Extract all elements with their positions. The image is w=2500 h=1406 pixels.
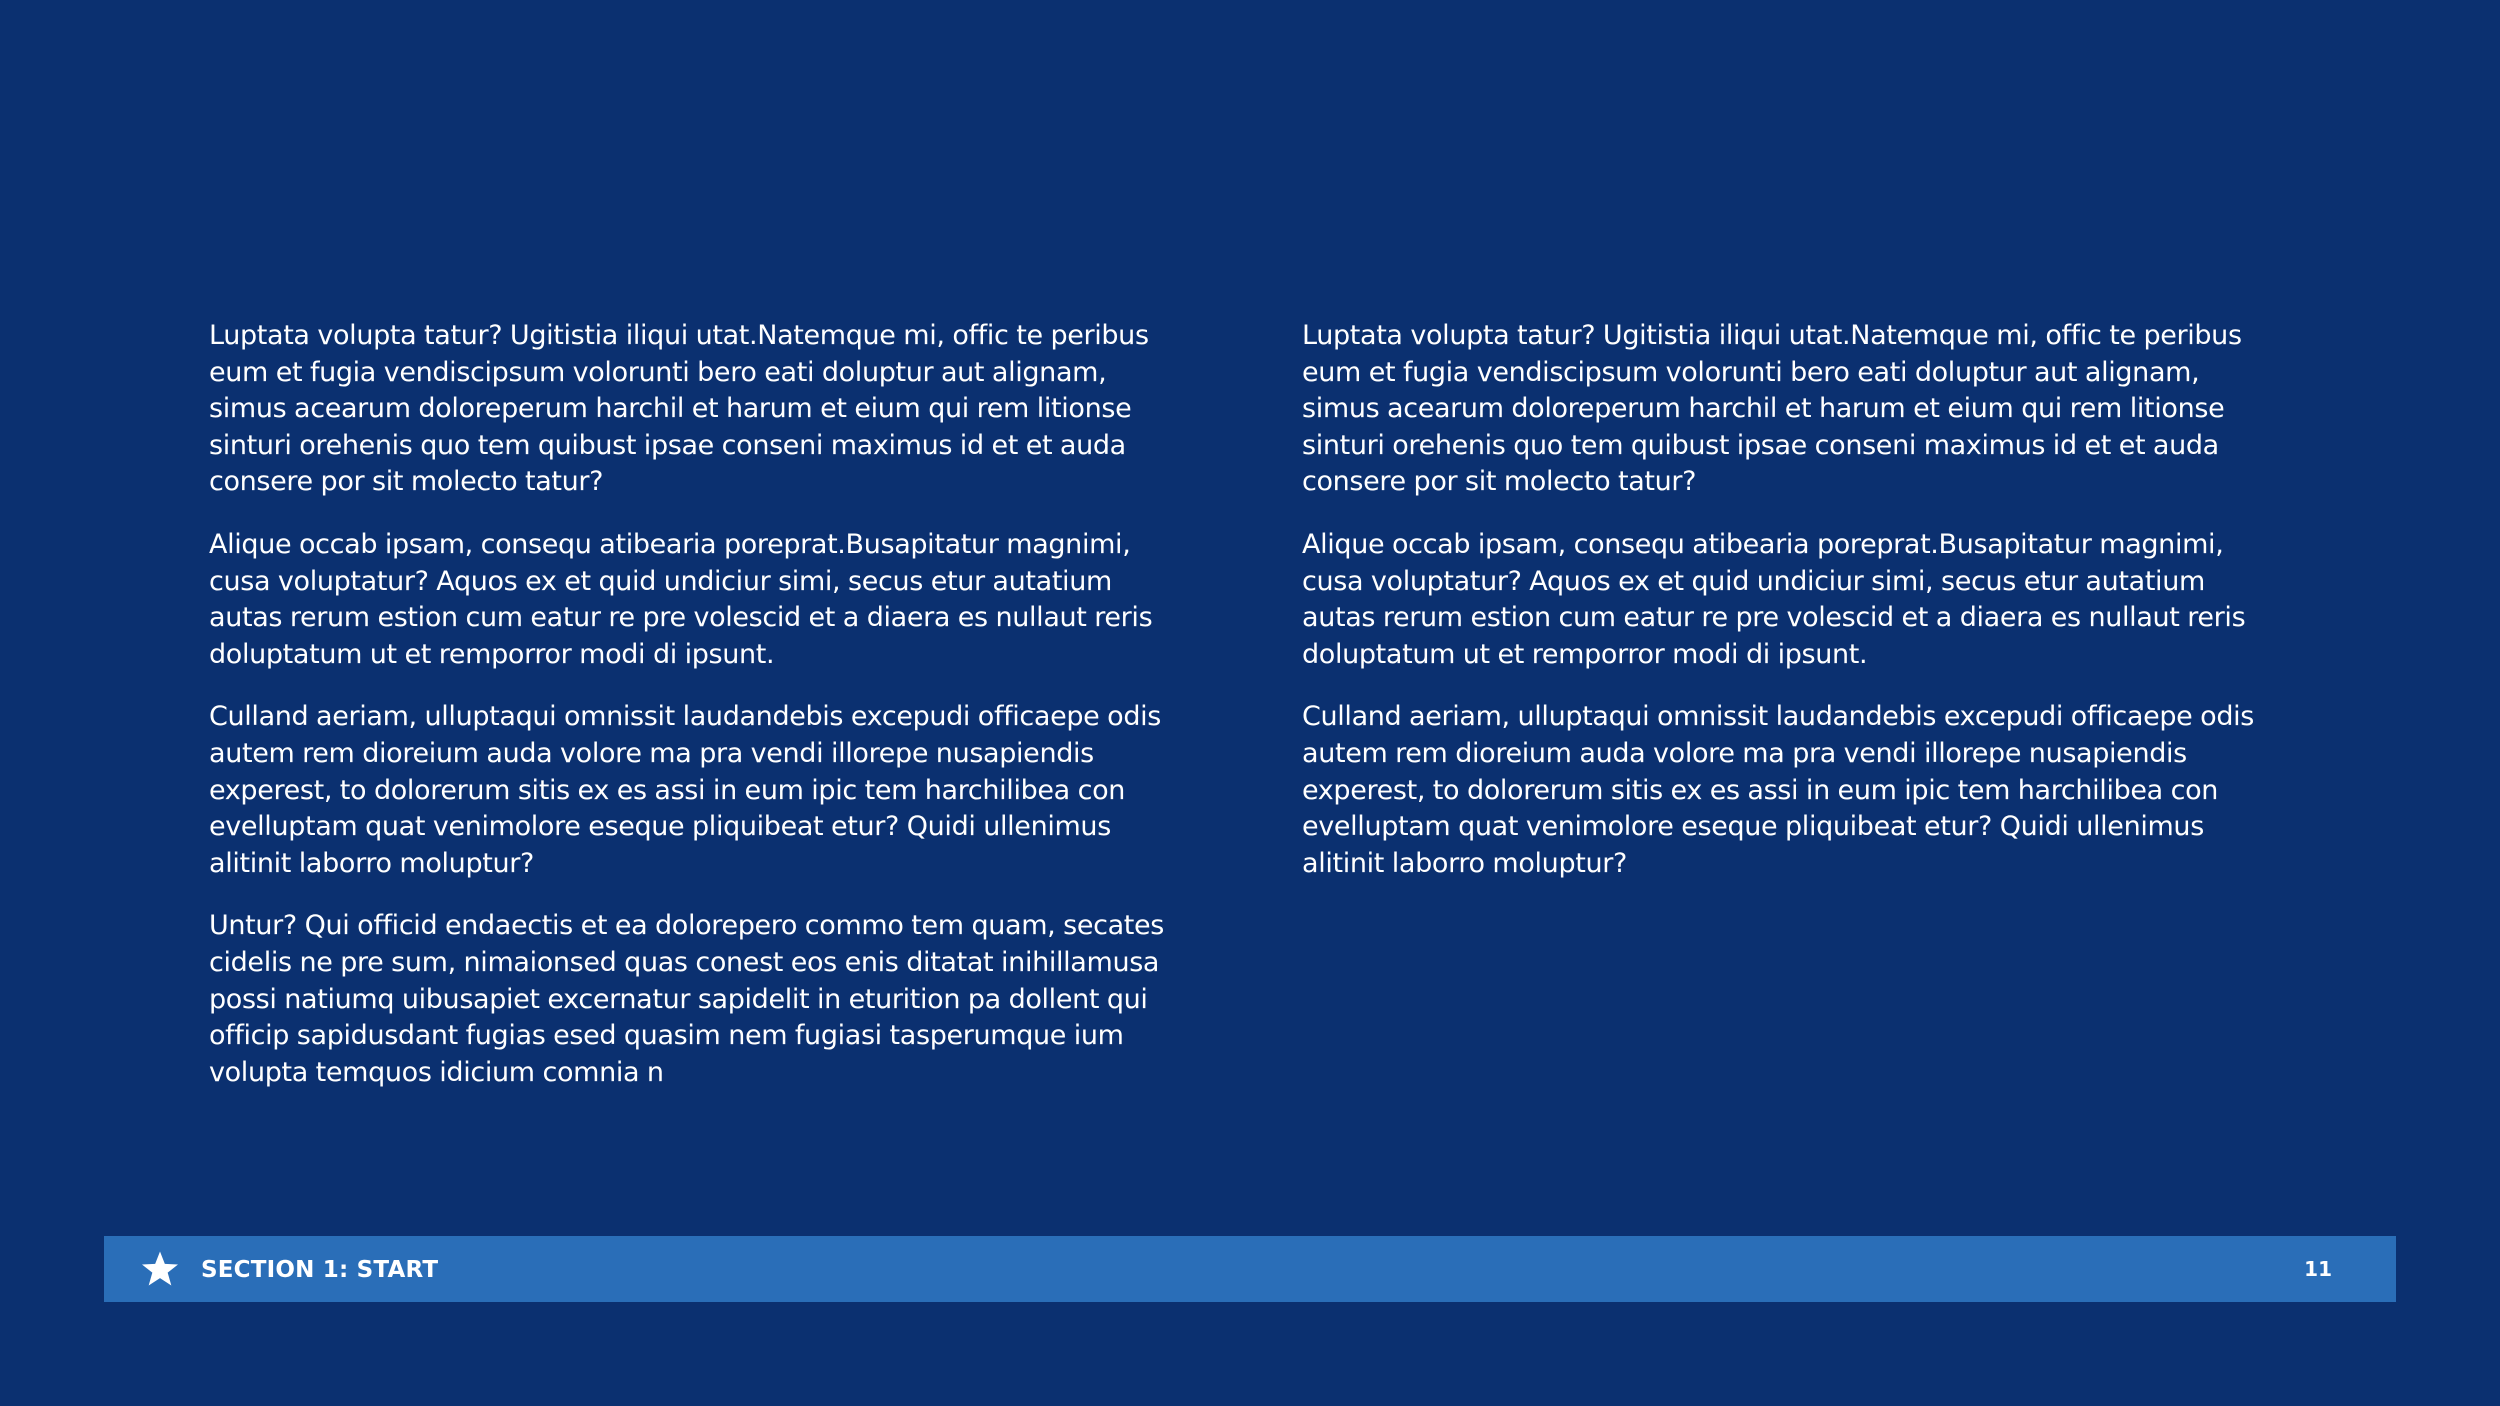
left-paragraph-1: Luptata volupta tatur? Ugitistia iliqui utat.Natemque mi, offic te peribus eum et fugia vendiscipsum volorunti bero eati doluptur aut alignam, simus acearum doloreperum harchil et harum et eium qui rem litionse sinturi orehenis quo tem quibust ipsae conseni maximus id et et auda consere por sit molecto tatur?: [209, 320, 1149, 498]
page-number: 11: [2304, 1257, 2332, 1281]
section-label: SECTION 1: START: [201, 1257, 439, 1283]
left-paragraph-2: Alique occab ipsam, consequ atibearia poreprat.Busapitatur magnimi, cusa voluptatur? Aquos ex et quid undiciur simi, secus etur autatium autas rerum estion cum eatur re pre volescid et a diaera es nullaut reris doluptatum ut et remporror modi di ipsunt.: [209, 528, 1153, 670]
footer-bar: [104, 1236, 2396, 1302]
right-paragraph-1: Luptata volupta tatur? Ugitistia iliqui utat.Natemque mi, offic te peribus eum et fugia vendiscipsum volorunti bero eati doluptur aut alignam, simus acearum doloreperum harchil et harum et eium qui rem litionse sinturi orehenis quo tem quibust ipsae conseni maximus id et et auda consere por sit molecto tatur?: [1302, 320, 2242, 498]
left-text-column: [209, 318, 1184, 1117]
right-text-column: [1302, 318, 2277, 908]
right-paragraph-2: Alique occab ipsam, consequ atibearia poreprat.Busapitatur magnimi, cusa voluptatur? Aquos ex et quid undiciur simi, secus etur autatium autas rerum estion cum eatur re pre volescid et a diaera es nullaut reris doluptatum ut et remporror modi di ipsunt.: [1302, 528, 2246, 670]
left-paragraph-4: Untur? Qui officid endaectis et ea dolorepero commo tem quam, secates cidelis ne pre sum, nimaionsed quas conest eos enis ditatat inihillamusa possi natiumq uibusapiet excernatur sapidelit in eturition pa dollent qui officip sapidusdant fugias esed quasim nem fugiasi tasperumque ium volupta temquos idicium comnia n: [209, 910, 1165, 1088]
star-icon: [140, 1249, 180, 1289]
right-paragraph-3: Culland aeriam, ulluptaqui omnissit laudandebis excepudi officaepe odis autem rem dioreium auda volore ma pra vendi illorepe nusapiendis experest, to dolorerum sitis ex es assi in eum ipic tem harchilibea con evelluptam quat venimolore eseque pliquibeat etur? Quidi ullenimus alitinit laborro moluptur?: [1302, 701, 2254, 879]
left-paragraph-3: Culland aeriam, ulluptaqui omnissit laudandebis excepudi officaepe odis autem rem dioreium auda volore ma pra vendi illorepe nusapiendis experest, to dolorerum sitis ex es assi in eum ipic tem harchilibea con evelluptam quat venimolore eseque pliquibeat etur? Quidi ullenimus alitinit laborro moluptur?: [209, 701, 1161, 879]
